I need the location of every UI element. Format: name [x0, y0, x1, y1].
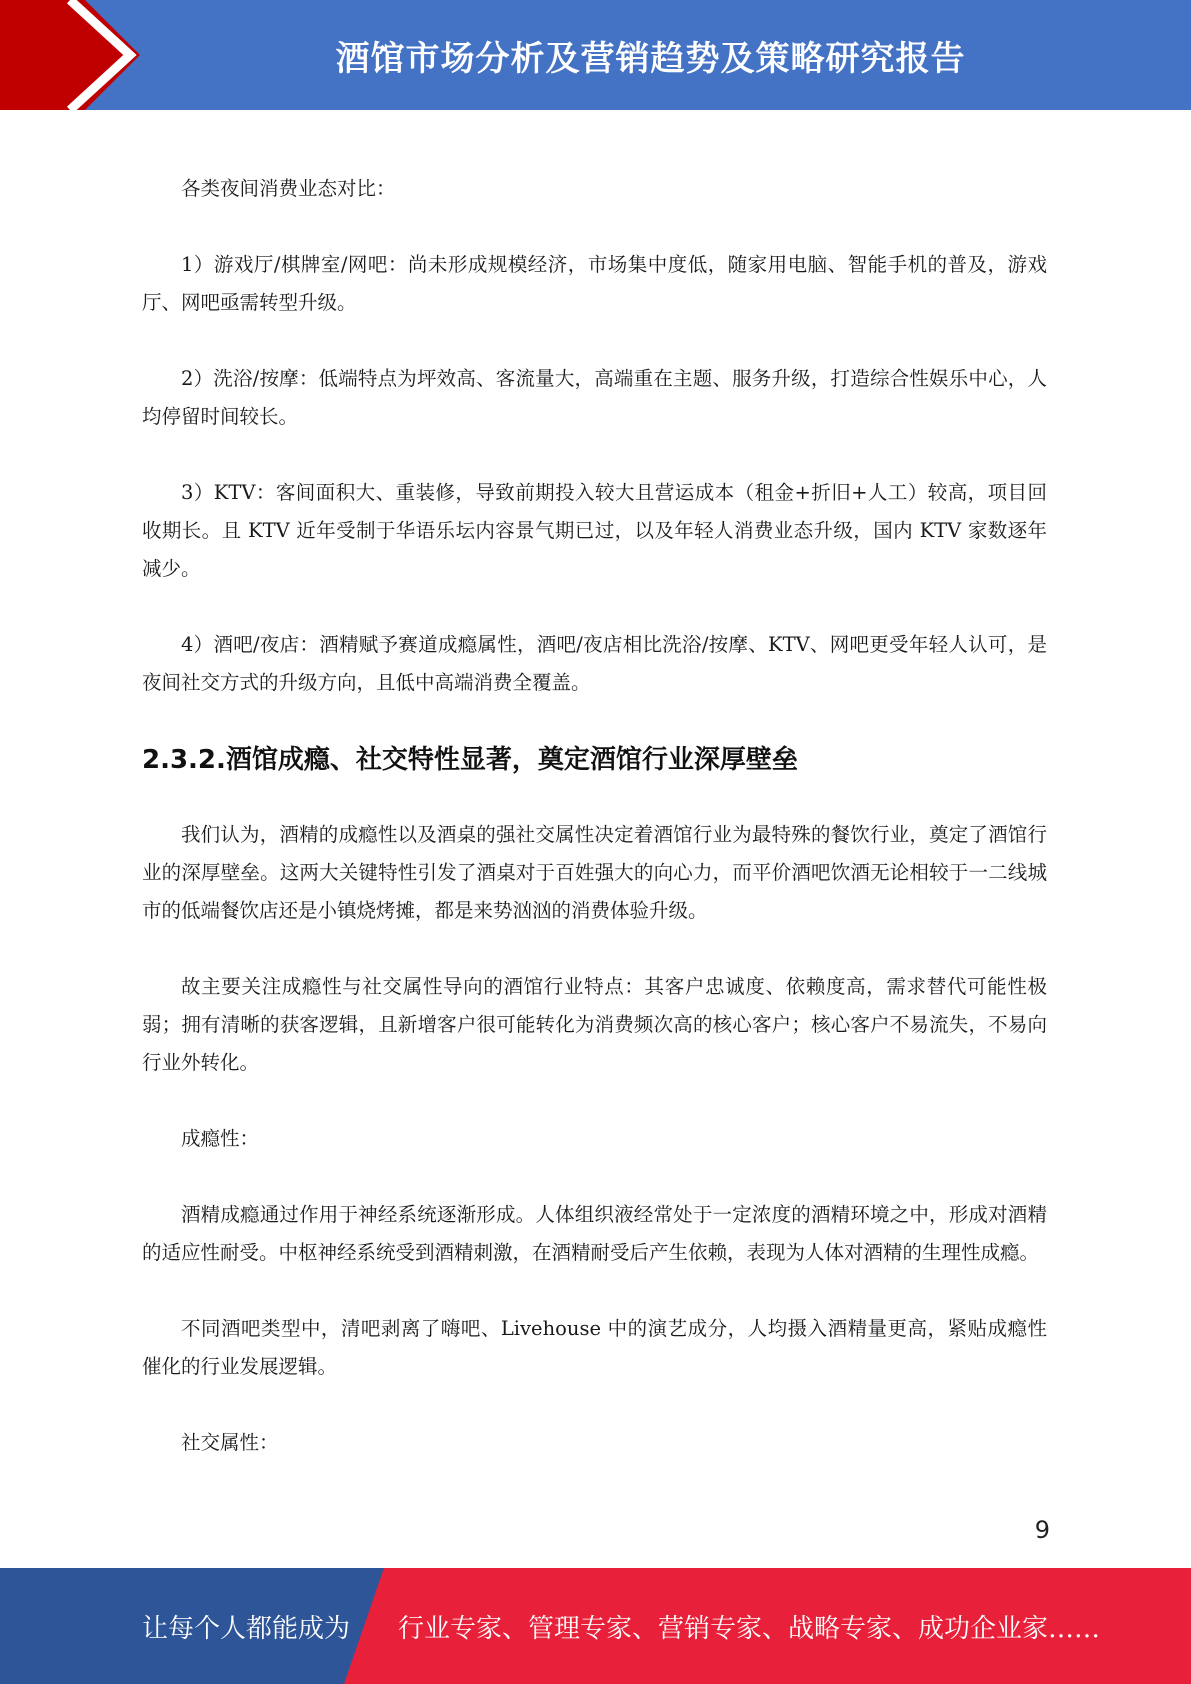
document-body	[142, 170, 1047, 1500]
paragraph-addiction-label: 成瘾性：	[181, 1127, 260, 1150]
paragraph-barrier: 我们认为，酒精的成瘾性以及酒桌的强社交属性决定着酒馆行业为最特殊的餐饮行业，奠定了酒馆行业的深厚壁垒。这两大关键特性引发了酒桌对于百姓强大的向心力，而平价酒吧饮酒无论相较于一二线城市的低端餐饮店还是小镇烧烤摊，都是来势汹汹的消费体验升级。	[142, 823, 1047, 922]
paragraph-game-halls: 1）游戏厅/棋牌室/网吧：尚未形成规模经济，市场集中度低，随家用电脑、智能手机的普及，游戏厅、网吧亟需转型升级。	[142, 253, 1047, 314]
report-title: 酒馆市场分析及营销趋势及策略研究报告	[335, 38, 966, 79]
section-heading: 2.3.2.酒馆成瘾、社交特性显著，奠定酒馆行业深厚壁垒	[142, 745, 798, 775]
header-red-chevron	[0, 0, 150, 110]
footer-slogan-left: 让每个人都能成为	[142, 1613, 351, 1644]
paragraph-bar-types: 不同酒吧类型中，清吧剥离了嗨吧、Livehouse 中的演艺成分，人均摄入酒精量更高，紧贴成瘾性催化的行业发展逻辑。	[142, 1317, 1047, 1378]
paragraph-focus: 故主要关注成瘾性与社交属性导向的酒馆行业特点：其客户忠诚度、依赖度高，需求替代可能性极弱；拥有清晰的获客逻辑，且新增客户很可能转化为消费频次高的核心客户；核心客户不易流失，不易向行业外转化。	[142, 975, 1047, 1074]
page-footer	[0, 1568, 1191, 1684]
paragraph-social-label: 社交属性：	[181, 1431, 279, 1454]
footer-slogan-right: 行业专家、管理专家、营销专家、战略专家、成功企业家……	[398, 1613, 1101, 1644]
paragraph-ktv: 3）KTV：客间面积大、重装修，导致前期投入较大且营运成本（租金+折旧+人工）较高，项目回收期长。且 KTV 近年受制于华语乐坛内容景气期已过，以及年轻人消费业态升级，国内 KTV 家数逐年减少。	[142, 481, 1047, 580]
paragraph-intro: 各类夜间消费业态对比：	[181, 177, 396, 200]
paragraph-bars: 4）酒吧/夜店：酒精赋予赛道成瘾属性，酒吧/夜店相比洗浴/按摩、KTV、网吧更受年轻人认可，是夜间社交方式的升级方向，且低中高端消费全覆盖。	[142, 633, 1047, 694]
page-number: 9	[1034, 1516, 1050, 1544]
paragraph-addiction: 酒精成瘾通过作用于神经系统逐渐形成。人体组织液经常处于一定浓度的酒精环境之中，形成对酒精的适应性耐受。中枢神经系统受到酒精刺激，在酒精耐受后产生依赖，表现为人体对酒精的生理性成瘾。	[142, 1203, 1047, 1264]
page-header	[0, 0, 1191, 110]
paragraph-bathing: 2）洗浴/按摩：低端特点为坪效高、客流量大，高端重在主题、服务升级，打造综合性娱乐中心，人均停留时间较长。	[142, 367, 1047, 428]
